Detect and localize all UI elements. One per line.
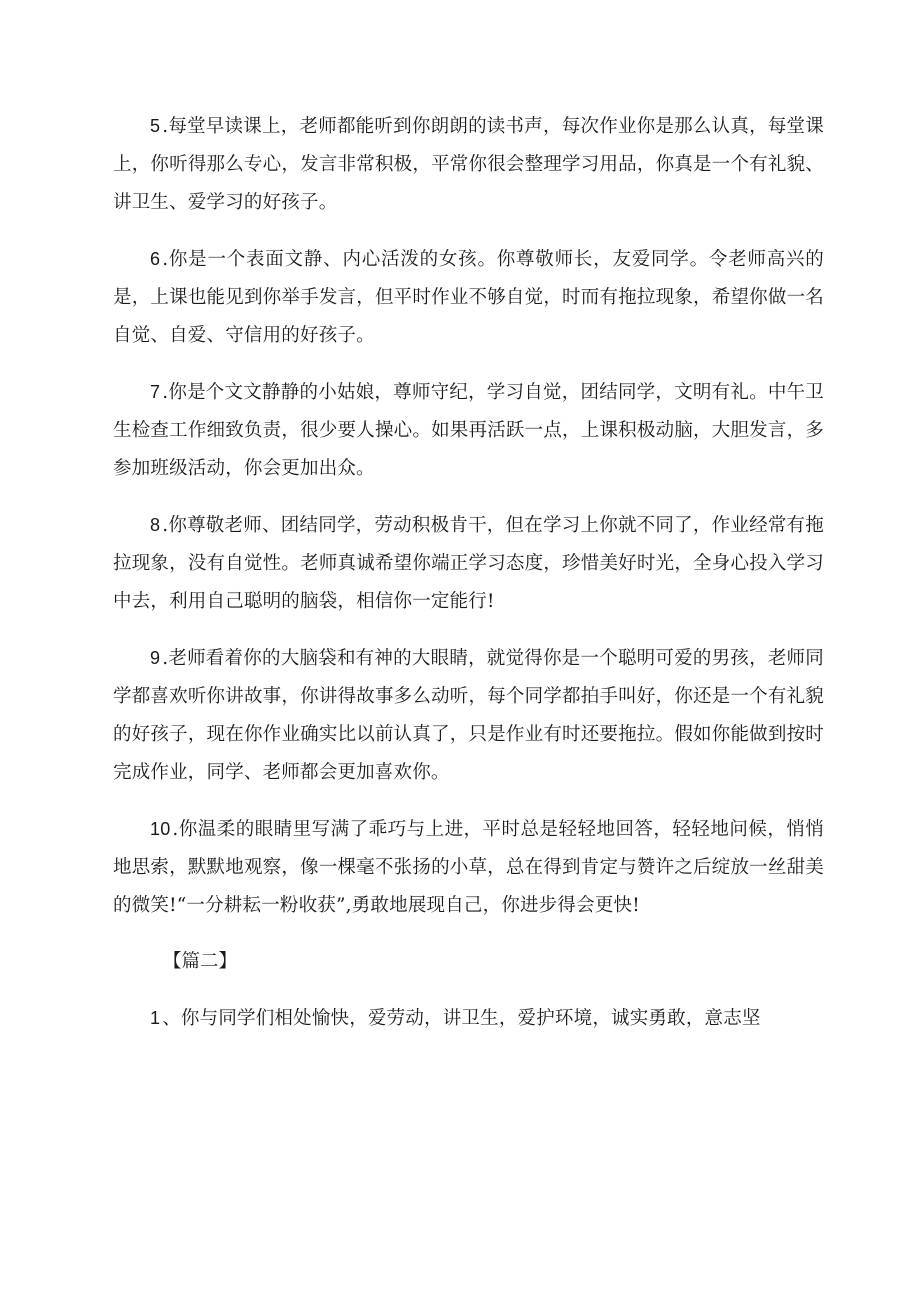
comment-paragraph-7 [113, 373, 824, 488]
paragraph-text: .每堂早读课上，老师都能听到你朗朗的读书声，每次作业你是那么认真，每堂课上，你听得那么专心，发言非常积极，平常你很会整理学习用品，你真是一个有礼貌、讲卫生、爱学习的好孩子。 [113, 116, 824, 213]
paragraph-number: 1 [150, 1008, 161, 1028]
paragraph-number: 7 [150, 382, 161, 402]
paragraph-text: .你是个文文静静的小姑娘，尊师守纪，学习自觉，团结同学，文明有礼。中午卫生检查工作细致负责，很少要人操心。如果再活跃一点，上课积极动脑，大胆发言，多参加班级活动，你会更加出众。 [113, 382, 824, 479]
paragraph-number: 6 [150, 249, 161, 269]
paragraph-number: 5 [150, 116, 161, 136]
comment-paragraph-6 [113, 240, 824, 355]
comment-paragraph-10 [113, 810, 824, 925]
section-heading: 【篇二】 [163, 951, 238, 972]
comment-paragraph-8 [113, 506, 824, 621]
paragraph-number: 8 [150, 515, 161, 535]
paragraph-text: .老师看着你的大脑袋和有神的大眼睛，就觉得你是一个聪明可爱的男孩，老师同学都喜欢听你讲故事，你讲得故事多么动听，每个同学都拍手叫好，你还是一个有礼貌的好孩子，现在你作业确实比以前认真了，只是作业有时还要拖拉。假如你能做到按时完成作业，同学、老师都会更加喜欢你。 [113, 648, 824, 783]
comment-paragraph-5 [113, 107, 824, 222]
comment-paragraph-9 [113, 639, 824, 792]
paragraph-text: .你是一个表面文静、内心活泼的女孩。你尊敬师长，友爱同学。令老师高兴的是，上课也能见到你举手发言，但平时作业不够自觉，时而有拖拉现象，希望你做一名自觉、自爱、守信用的好孩子。 [113, 249, 824, 346]
paragraph-text: .你温柔的眼睛里写满了乖巧与上进，平时总是轻轻地回答，轻轻地问候，悄悄地思索，默默地观察，像一棵毫不张扬的小草，总在得到肯定与赞许之后绽放一丝甜美的微笑!“一分耕耘一粉收获”,勇敢地展现自己，你进步得会更快! [113, 819, 824, 916]
paragraph-number: 10 [150, 819, 171, 839]
comment-paragraph-section2-1 [113, 999, 824, 1038]
paragraph-number: 9 [150, 648, 161, 668]
paragraph-text: 、你与同学们相处愉快，爱劳动，讲卫生，爱护环境，诚实勇敢，意志坚 [162, 1008, 761, 1029]
paragraph-text: .你尊敬老师、团结同学，劳动积极肯干，但在学习上你就不同了，作业经常有拖拉现象，没有自觉性。老师真诚希望你端正学习态度，珍惜美好时光，全身心投入学习中去，利用自己聪明的脑袋，相信你一定能行! [113, 515, 824, 612]
